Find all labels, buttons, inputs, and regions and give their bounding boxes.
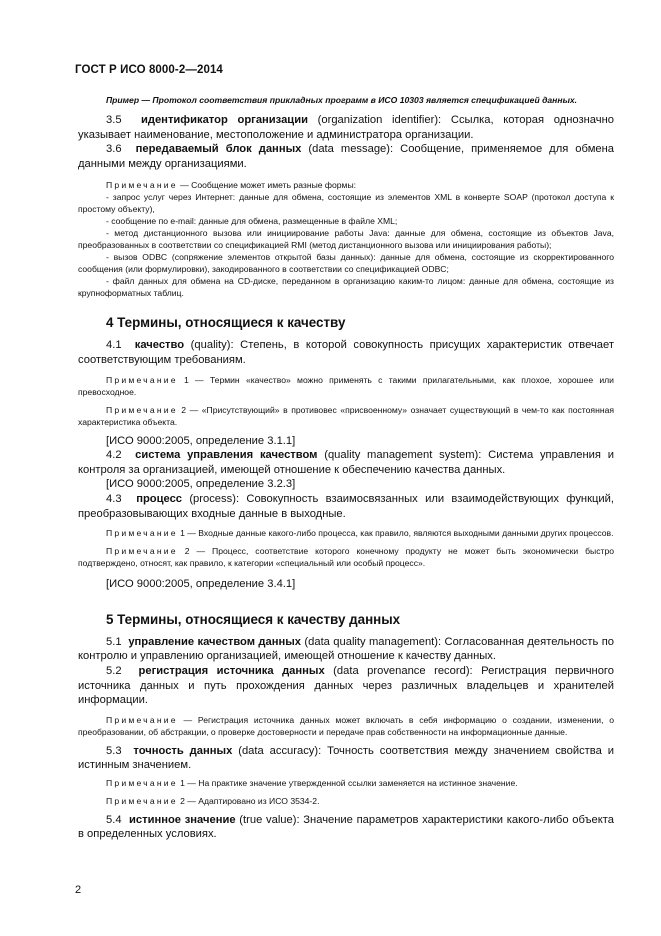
note-text: 1 — Термин «качество» можно применять с такими прилагательными, как плохое, хорошее или превосходное. xyxy=(78,374,614,397)
note-label: Примечание xyxy=(106,374,178,385)
page-number: 2 xyxy=(75,884,82,896)
document-header: ГОСТ Р ИСО 8000-2—2014 xyxy=(75,64,223,76)
note-text: 2 — Процесс, соответствие которого конечному продукту не может быть экономически быстро подтверждено, относят, как правило, к категории «специальный или особый процесс». xyxy=(78,546,614,569)
note-text: 2 — «Присутствующий» в противовес «присвоенному» означает существующий в чем-то как постоянная характеристика объекта. xyxy=(78,404,614,427)
note-5-3-2 xyxy=(78,795,614,807)
note-3-6 xyxy=(78,179,614,191)
term-number: 5.2 xyxy=(106,664,122,677)
note-label: Примечание xyxy=(106,714,178,725)
term-name: точность данных xyxy=(133,744,233,757)
term-5-3 xyxy=(78,744,614,773)
term-number: 5.4 xyxy=(106,813,122,826)
term-number: 5.3 xyxy=(106,744,122,757)
note-5-2 xyxy=(78,714,614,738)
note-list-item: - файл данных для обмена на CD-диске, переданном в организацию каким-то лицом: данные для обмена, состоящие из крупноформатных таблиц. xyxy=(78,276,614,299)
note-label: Примечание xyxy=(106,546,178,557)
section-heading-5: 5 Термины, относящиеся к качеству данных xyxy=(106,611,401,627)
term-name: истинное значение xyxy=(129,813,236,826)
term-5-2 xyxy=(78,664,614,708)
term-definition: (data quality management): Согласованная деятельность по контролю и управлению организацией, имеющей отношение к качеству данных. xyxy=(78,635,615,663)
term-name: идентификатор организации xyxy=(140,114,308,126)
term-3-6 xyxy=(78,142,614,171)
note-4-1-2 xyxy=(78,404,614,428)
term-definition: (quality): Степень, в которой совокупность присущих характеристик отвечает соответствующим требованиям. xyxy=(78,339,614,366)
term-number: 4.3 xyxy=(106,492,122,505)
term-name: система управления качеством xyxy=(135,449,318,462)
note-4-1-1 xyxy=(78,374,614,398)
term-definition: (process): Совокупность взаимосвязанных или взаимодействующих функций, преобразовывающих входные данные в выходные. xyxy=(78,492,615,520)
note-label: Примечание xyxy=(106,528,178,539)
term-number: 3.5 xyxy=(106,114,122,126)
term-name: передаваемый блок данных xyxy=(135,143,302,156)
term-number: 3.6 xyxy=(106,143,122,156)
term-name: процесс xyxy=(136,492,183,505)
reference-4-2: [ИСО 9000:2005, определение 3.2.3] xyxy=(106,478,296,491)
note-5-3-1 xyxy=(78,777,614,789)
note-text: — Регистрация источника данных может включать в себя информацию о создании, изменении, о преобразовании, об абстракции, о проверке достоверности и передаче прав собственности на информационные данные. xyxy=(78,714,614,737)
term-name: регистрация источника данных xyxy=(138,664,325,677)
term-4-1 xyxy=(78,338,614,367)
term-number: 4.1 xyxy=(106,339,122,352)
example-note: Пример — Протокол соответствия прикладных программ в ИСО 10303 является спецификацией данных. xyxy=(106,95,578,105)
term-4-3 xyxy=(78,492,614,521)
term-name: управление качеством данных xyxy=(128,635,302,648)
note-label: Примечание xyxy=(106,180,178,191)
term-definition: (data message): Сообщение, применяемое для обмена данными между организациями. xyxy=(78,143,615,170)
term-5-1 xyxy=(78,635,614,664)
term-number: 4.2 xyxy=(106,449,122,462)
note-4-3-1 xyxy=(78,527,614,539)
term-definition: (quality management system): Система управления и контроля за организацией, имеющей отношение к обеспечению качества данных. xyxy=(78,449,614,476)
note-label: Примечание xyxy=(106,777,178,788)
term-definition: (organization identifier): Ссылка, которая однозначно указывает наименование, местоположение и администратора организации. xyxy=(78,114,615,141)
term-definition: (data provenance record): Регистрация первичного источника данных и путь прохождения данных через различных владельцев и хранителей информации. xyxy=(78,664,614,707)
note-label: Примечание xyxy=(106,795,178,806)
note-list-item: - сообщение по e-mail: данные для обмена, размещенные в файле XML; xyxy=(106,216,398,227)
reference-4-1: [ИСО 9000:2005, определение 3.1.1] xyxy=(106,434,296,447)
note-list-item: - вызов ODBC (сопряжение элементов открытой базы данных): данные для обмена, состоящие из скорректированного сообщения (или формулировки), закодированного в соответствии со спецификацией ODBC; xyxy=(78,252,614,275)
term-5-4 xyxy=(78,813,614,842)
note-intro: — Сообщение может иметь разные формы: xyxy=(177,180,357,191)
note-text: 2 — Адаптировано из ИСО 3534-2. xyxy=(177,795,320,806)
note-list-item: - запрос услуг через Интернет: данные для обмена, состоящие из элементов XML в конверте SOAP (протокол доступа к простому объекту), xyxy=(78,192,614,215)
term-3-5 xyxy=(78,113,614,142)
note-text: 1 — На практике значение утвержденной ссылки заменяется на истинное значение. xyxy=(177,777,518,788)
note-4-3-2 xyxy=(78,545,614,569)
section-heading-4: 4 Термины, относящиеся к качеству xyxy=(106,315,346,331)
note-text: 1 — Входные данные какого-либо процесса, как правило, являются выходными данными других процессов. xyxy=(177,528,614,539)
page-content xyxy=(78,94,614,842)
term-number: 5.1 xyxy=(106,635,122,648)
note-list-item: - метод дистанционного вызова или инициирование работы Java: данные для обмена, состоящие из объектов Java, преобразованных в соответствии со спецификацией RMI (метод дистанционного вызова или инициирования работы); xyxy=(78,228,614,251)
term-name: качество xyxy=(134,339,185,352)
note-label: Примечание xyxy=(106,404,178,415)
reference-4-3: [ИСО 9000:2005, определение 3.4.1] xyxy=(106,578,296,591)
term-4-2 xyxy=(78,448,614,477)
term-definition: (data accuracy): Точность соответствия между значением свойства и истинным значением. xyxy=(78,744,614,772)
term-definition: (true value): Значение параметров характеристики какого-либо объекта в определенных условиях. xyxy=(78,813,614,841)
